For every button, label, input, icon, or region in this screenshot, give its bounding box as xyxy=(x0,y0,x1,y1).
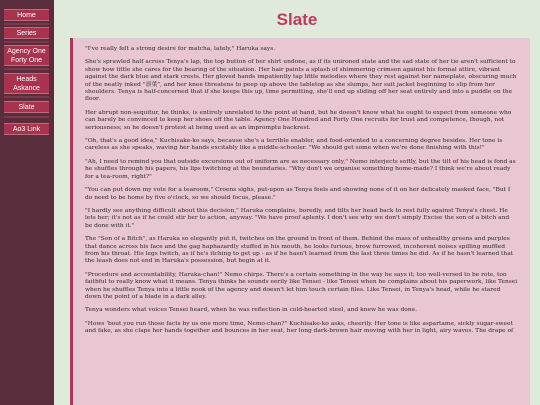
story-paragraph: "I've really felt a strong desire for matcha, lately," Haruka says. xyxy=(85,46,276,52)
nav-heads-askance-button[interactable]: Heads Askance xyxy=(4,73,49,94)
story-paragraph: "I hardly see anything difficult about this decision," Haruka complains, boredly, and tilts her head back to rest fully against Tenya's chest. He lets her; it's not as if he could stir her to action, anyway. "We have proof aplenty. I don't see why we don't simply Excise the son of a bitch and be done with it." xyxy=(85,207,510,229)
story-paragraph: "Procedure and accountability, Haruka-chan!" Nemo chirps. There's a certain something in the way he says it; too well-versed to be rote, too faithful to really know what it means. Tenya thinks he sounds eerily like Tensei - like Tensei when he complains about his paperwork, like Tensei when he shuffles Tenya into a little nook of the agency and doesn't let him touch certain files. Like Tensei, in Tenya's head, while he stared down the point of a blade in a dark alley. xyxy=(85,271,518,300)
nav-divider xyxy=(4,96,49,98)
page-title: Slate xyxy=(276,10,318,29)
story-paragraph: "You can put down my vote for a tearoom," Croens sighs, put-upon as Tenya feels and showing none of it on her delicately masked face, "But I do need to be home by five o'clock, so we should focus, please." xyxy=(85,187,511,201)
story-paragraph: "Ah, I need to remind you that outside excursions out of uniform are as necessary only," Nemo interjects softly, but the tilt of his head is fond as he shuffles through his papers, his lips twitching at the boundaries. "Why don't we organise something home-made? I think we're about ready for a tea-room, right?" xyxy=(85,158,516,180)
story-paragraph: Tenya wonders what voices Tensei heard, when he was reflection in cold-hearted steel, and knew he was done. xyxy=(85,307,417,314)
nav-ao3-link-button[interactable]: Ao3 Link xyxy=(4,123,49,135)
nav-agency-one-forty-one-button[interactable]: Agency One Forty One xyxy=(4,45,49,66)
story-content xyxy=(70,38,530,405)
story-paragraph: Her abrupt non-sequitur, he thinks, is entirely unrelated to the point at hand, but he doesn't know what he ought to expect from someone who can barely be convinced to keep her shoes off the table. Agency One Hundred and Forty One recruits for trust and competence, though, not seriousness; so he doesn't protest at being used as an impromptu backrest. xyxy=(85,109,512,131)
nav-home-button[interactable]: Home xyxy=(4,9,49,21)
sidebar-nav xyxy=(0,0,54,405)
story-paragraph: The "Son of a Bitch", as Haruka so elegantly put it, twitches on the ground in front of them. Behind the mass of unhealthy greens and purples that dance across his face and the gag haphazardly stuffed in his mouth, he looks furious, brow furrowed, incoherent noises spilling muffled from his throat. His legs twitch, as if he's itching to get up - as if he hasn't learned from the last three times he did. As if he hasn't learned that the leash does not end in Haruka's possession, but begin at it. xyxy=(85,236,514,265)
nav-divider xyxy=(4,68,49,70)
nav-divider xyxy=(4,116,49,118)
story-paragraph: "Oh, that's a good idea," Kuchisake-ko says, because she's a terrible enabler, and food-oriented to a concerning degree besides. Her tone is careless as she speaks, waving her hands excitably like a middle-schooler. "We should get some when we're done finishing with this!" xyxy=(85,138,503,152)
nav-series-button[interactable]: Series xyxy=(4,27,49,39)
nav-divider xyxy=(4,41,49,43)
story-paragraph: "Hows 'bout you run those facts by us one more time, Nemo-chan?" Kuchisake-ko asks, cheerily. Her tone is like aspartame, sickly sugar-sweet and fake, as she claps her hands together and bounces in her seat, her long dark-brown hair moving with her in light, airy waves. The drape of xyxy=(85,320,514,335)
story-paragraph: She's sprawled half across Tenya's lap, the top button of her shirt undone, as if its unironed state and the sad state of her tie aren't sufficient to show how little she cares for the bearing of the situation. Her hair paints a splash of shimmering crimson against his formal attire, vibrant against the dark blue and stark crests. Her gloved hands impatiently tap little melodies where they rest against her nameplate, obscuring much of the neatly inked "凛葉", and her knee threatens to peep up above the tabletop as she slumps, her suit jacket beginning to slip from her shoulders. Tenya is half-concerned that if she keeps this up, time permitting, she'll end up sliding off her seat entirely and into a puddle on the floor. xyxy=(85,59,517,103)
nav-slate-button[interactable]: Slate xyxy=(4,101,49,113)
nav-divider xyxy=(4,23,49,25)
